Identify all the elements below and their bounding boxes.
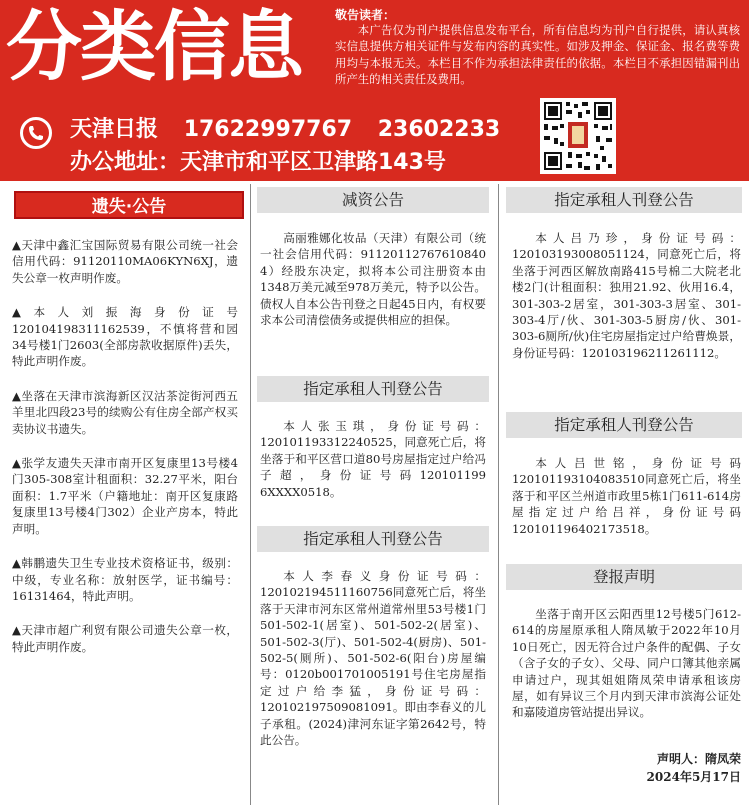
section-heading: 指定承租人刊登公告 xyxy=(257,526,489,552)
title-char: 信 xyxy=(154,2,228,91)
section-title xyxy=(6,2,316,91)
contact-bar xyxy=(0,103,749,181)
list-item: ▲天津市超广利贸有限公司遗失公章一枚，特此声明作废。 xyxy=(12,623,238,654)
contact-phones xyxy=(70,112,518,143)
title-char: 息 xyxy=(228,2,302,91)
list-item: ▲坐落在天津市滨海新区汉沽茶淀街河西五羊里北四段23号的续购公有住房全部产权买卖协议书遗失。 xyxy=(12,388,238,436)
tenant-notice-text: 本人吕世铭，身份证号码120101193104083510同意死亡后，将坐落于和平区兰州道市政里5栋1门611-614房屋指定过户给吕祥，身份证号码120101196402173518。 xyxy=(512,456,741,536)
list-item: ▲天津中鑫汇宝国际贸易有限公司统一社会信用代码：91120110MA06KYN6XJ，遗失公章一枚声明作废。 xyxy=(12,238,238,285)
section-heading: 指定承租人刊登公告 xyxy=(506,412,742,438)
section-heading: 登报声明 xyxy=(506,564,742,590)
lost-notice-list xyxy=(12,237,238,655)
qr-code-icon xyxy=(540,98,616,174)
list-item: ▲韩鹏遗失卫生专业技术资格证书，级别：中级，专业名称：放射医学，证书编号：16131464，特此声明。 xyxy=(12,556,238,603)
title-char: 分 xyxy=(6,2,80,91)
tenant-notice-text: 本人李春义身份证号码：120102194511160756同意死亡后，将坐落于天津市河东区常州道常州里53号楼1门501-502-1(居室)、501-502-2(居室)、501-502-3(厅)、501-502-4(厨房)、501-502-5(厕所)、501-502-6(阳台)房屋编号：0120b001701005191号住宅房屋指定过户给李猛，身份证号码：120102197509081091。即由李春义的儿子承租。(2024)津河东证字第2642号，特此公告。 xyxy=(260,569,486,748)
section-heading: 减资公告 xyxy=(257,187,489,213)
phone-number-1[interactable]: 17622997767 xyxy=(183,117,353,142)
notice-body: 本广告仅为刊户提供信息发布平台，所有信息均为刊户自行提供，请认真核实信息提供方相关证件与发布内容的真实性。如涉及押金、保证金、报名费等费用均与本报无关。本栏目不作为承担法律责任的依据。本栏目不承担因错漏刊出所产生的相关责任及费用。 xyxy=(335,23,740,86)
section-heading: 指定承租人刊登公告 xyxy=(257,376,489,402)
capital-reduction-text: 高丽雅娜化妆品（天津）有限公司（统一社会信用代码：91120112767610840​4）经股东决定，拟将本公司注册资本由1348万美元减至978万美元，特予以公告。债权人自本公告刊登之日起45日内，有权要求本公司清偿债务或提供相应的担保。 xyxy=(260,231,486,328)
phone-icon xyxy=(20,117,52,149)
declaration-signer: 声明人：隋凤荣 xyxy=(656,752,741,766)
declaration-date: 2024年5月17日 xyxy=(646,770,741,784)
tenant-notice-text: 本人张玉琪，身份证号码：120101193312240525，同意死亡后，将坐落于和平区营口道80号房屋指定过户给冯子超，身份证号码120101199​6XXXX0518。 xyxy=(260,419,486,499)
paper-name: 天津日报 xyxy=(70,117,159,142)
list-item: ▲张学友遗失天津市南开区复康里13号楼4门305-308室计租面积：32.27平米，阳台面积：1.7平米（户籍地址：南开区复康路复康里13号楼4门302）企业产房本，特此声明。 xyxy=(12,456,238,536)
title-char: 类 xyxy=(80,2,154,91)
notice-title: 敬告读者： xyxy=(335,8,396,22)
section-heading: 指定承租人刊登公告 xyxy=(506,187,742,213)
declaration-text: 坐落于南开区云阳西里12号楼5门612-614的房屋原承租人隋凤敏于2022年10月10日死亡，因无符合过户条件的配偶、子女（含子女的子女）、父母、同户口簿其他亲属申请过户，现其姐姐隋凤荣申请承租该房屋，如有异议三个月内到天津市滨海公证处和嘉陵道房管站提出异议。 xyxy=(512,607,741,720)
classified-header xyxy=(0,0,749,181)
office-address: 办公地址：天津市和平区卫津路143号 xyxy=(70,150,446,175)
tenant-notice-text: 本人吕乃珍，身份证号码：120103193008051124，同意死亡后，将坐落于河西区解放南路415号棉二大院老北楼2门(计租面积：独用21.92、伙用16.4，301-303-2居室，301-303-3居室、301-303-4厅/伙、301-303-5厨房/伙、301-303-6厕所/伙)住宅房屋指定过户给曹焕景，身份证号码：120103196211261112。 xyxy=(512,231,741,360)
list-item: ▲本人刘振海身份证号120104198311162539，不慎将营和园34号楼1门2603(全部房款收据原件)丢失，特此声明作废。 xyxy=(12,305,238,369)
lost-notice-heading: 遗失·公告 xyxy=(14,191,244,219)
phone-number-2[interactable]: 23602233 xyxy=(377,117,501,142)
